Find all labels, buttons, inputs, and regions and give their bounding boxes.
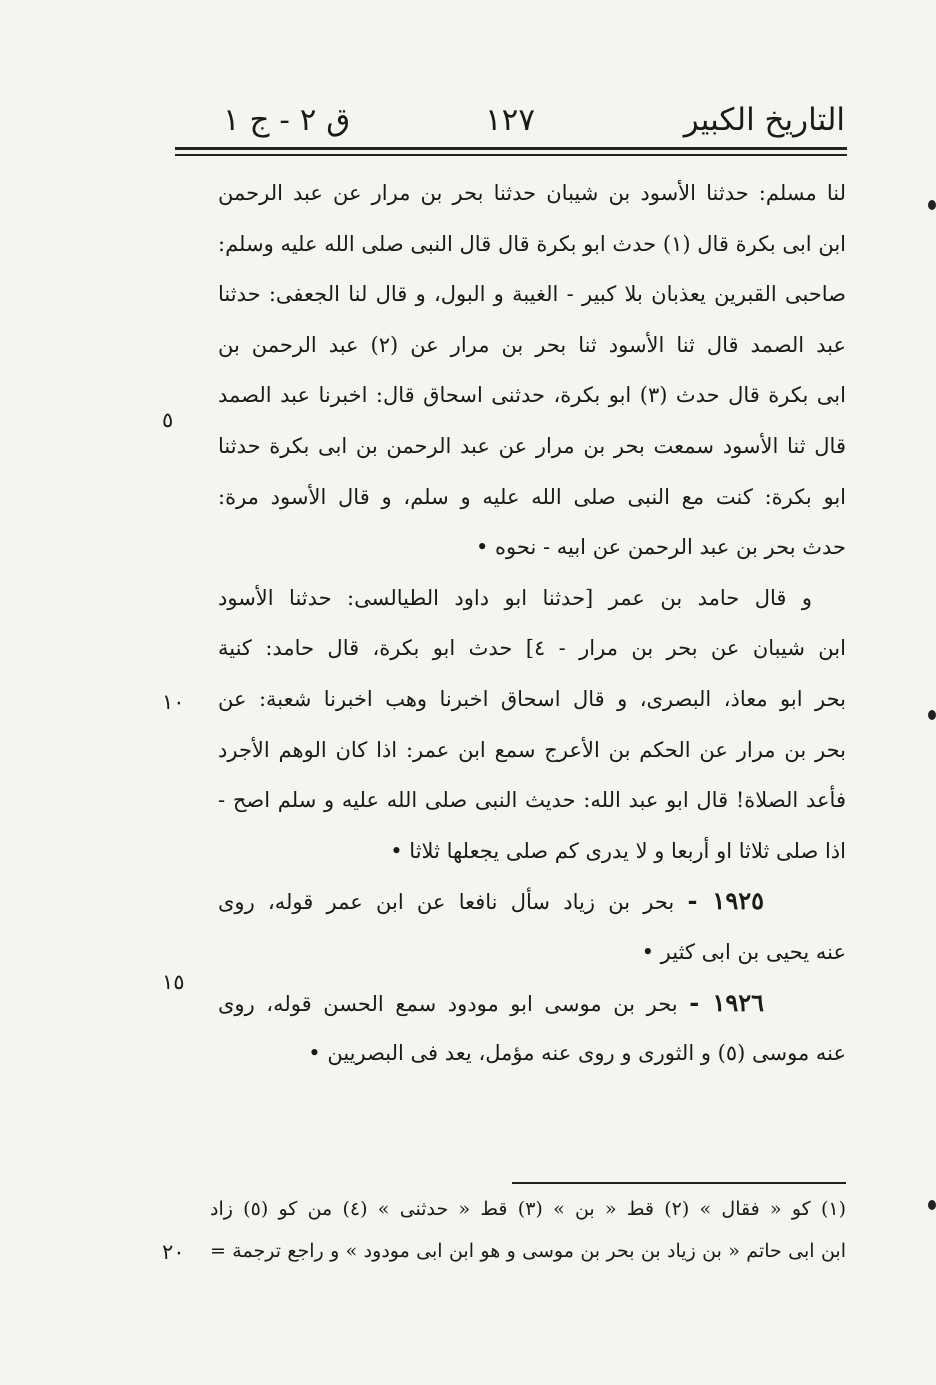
page-header — [175, 92, 845, 148]
text-line: عنه موسى (٥) و الثورى و روى عنه مؤمل، يعد فى البصريين • — [308, 1041, 846, 1066]
header-rule-thin — [175, 154, 847, 156]
text-line: و قال حامد بن عمر [حدثنا ابو داود الطيالسى: حدثنا الأسود — [218, 585, 812, 610]
text-line: لنا مسلم: حدثنا الأسود بن شيبان حدثنا بحر بن مرار عن عبد الرحمن — [218, 181, 846, 205]
text-line: ابن ابى بكرة قال (١) حدث ابو بكرة قال قال النبى صلى الله عليه وسلم: — [218, 231, 846, 256]
line-number: ١٥ — [162, 970, 185, 994]
footnote-line: ابن ابى حاتم « بن زياد بن بحر بن موسى و هو ابن ابى مودود » و راجع ترجمة = — [210, 1240, 846, 1262]
entry-1925 — [218, 876, 846, 927]
text-line: ابو بكرة: كنت مع النبى صلى الله عليه و سلم، و قال الأسود مرة: — [218, 484, 846, 509]
text-line: اذا صلى ثلاثا او أربعا و لا يدرى كم صلى يجعلها ثلاثا • — [390, 838, 846, 863]
line-number: ١٠ — [162, 690, 185, 714]
text-line: صاحبى القبرين يعذبان بلا كبير - الغيبة و البول، و قال لنا الجعفى: حدثنا — [218, 282, 846, 307]
page-number: ١٢٧ — [485, 102, 535, 138]
text-line: ابن شيبان عن بحر بن مرار - ٤] حدث ابو بكرة، قال حامد: كنية — [218, 636, 846, 661]
text-line: فأعد الصلاة! قال ابو عبد الله: حديث النبى صلى الله عليه و سلم اصح - — [218, 788, 846, 813]
binding-hole-mark — [928, 200, 936, 210]
footnote-line: (١) كو « فقال » (٢) قط « بن » (٣) قط « حدثنى » (٤) من كو (٥) زاد — [210, 1198, 846, 1220]
entry-text: بحر بن موسى ابو مودود سمع الحسن قوله، روى — [218, 991, 678, 1016]
entry-number: ١٩٢٥ - — [687, 886, 764, 916]
text-line: عبد الصمد قال ثنا الأسود ثنا بحر بن مرار عن (٢) عبد الرحمن بن — [218, 332, 846, 357]
line-number: ٥ — [162, 408, 174, 432]
binding-hole-mark — [928, 1200, 936, 1210]
running-title: التاريخ الكبير — [683, 102, 845, 138]
footnote-rule — [512, 1182, 846, 1184]
entry-number: ١٩٢٦ - — [689, 987, 764, 1017]
text-line: عنه يحيى بن ابى كثير • — [641, 939, 846, 964]
volume-reference: ق ٢ - ج ١ — [223, 102, 351, 138]
text-line: قال ثنا الأسود سمعت بحر بن مرار عن عبد الرحمن بن ابى بكرة حدثنا — [218, 433, 846, 458]
text-line: حدث بحر بن عبد الرحمن عن ابيه - نحوه • — [475, 535, 846, 560]
text-line: ابى بكرة قال حدث (٣) ابو بكرة، حدثنى اسحاق قال: اخبرنا عبد الصمد — [218, 383, 846, 408]
main-text — [218, 168, 846, 1079]
text-line: بحر بن مرار عن الحكم بن الأعرج سمع ابن عمر: اذا كان الوهم الأجرد — [218, 737, 846, 762]
text-line: بحر ابو معاذ، البصرى، و قال اسحاق اخبرنا وهب اخبرنا شعبة: عن — [218, 686, 846, 711]
binding-hole-mark — [928, 710, 936, 720]
entry-1926 — [218, 978, 846, 1029]
header-rule-thick — [175, 147, 847, 150]
entry-text: بحر بن زياد سأل نافعا عن ابن عمر قوله، روى — [218, 890, 675, 915]
line-number: ٢٠ — [162, 1240, 185, 1264]
footnotes — [210, 1188, 846, 1272]
